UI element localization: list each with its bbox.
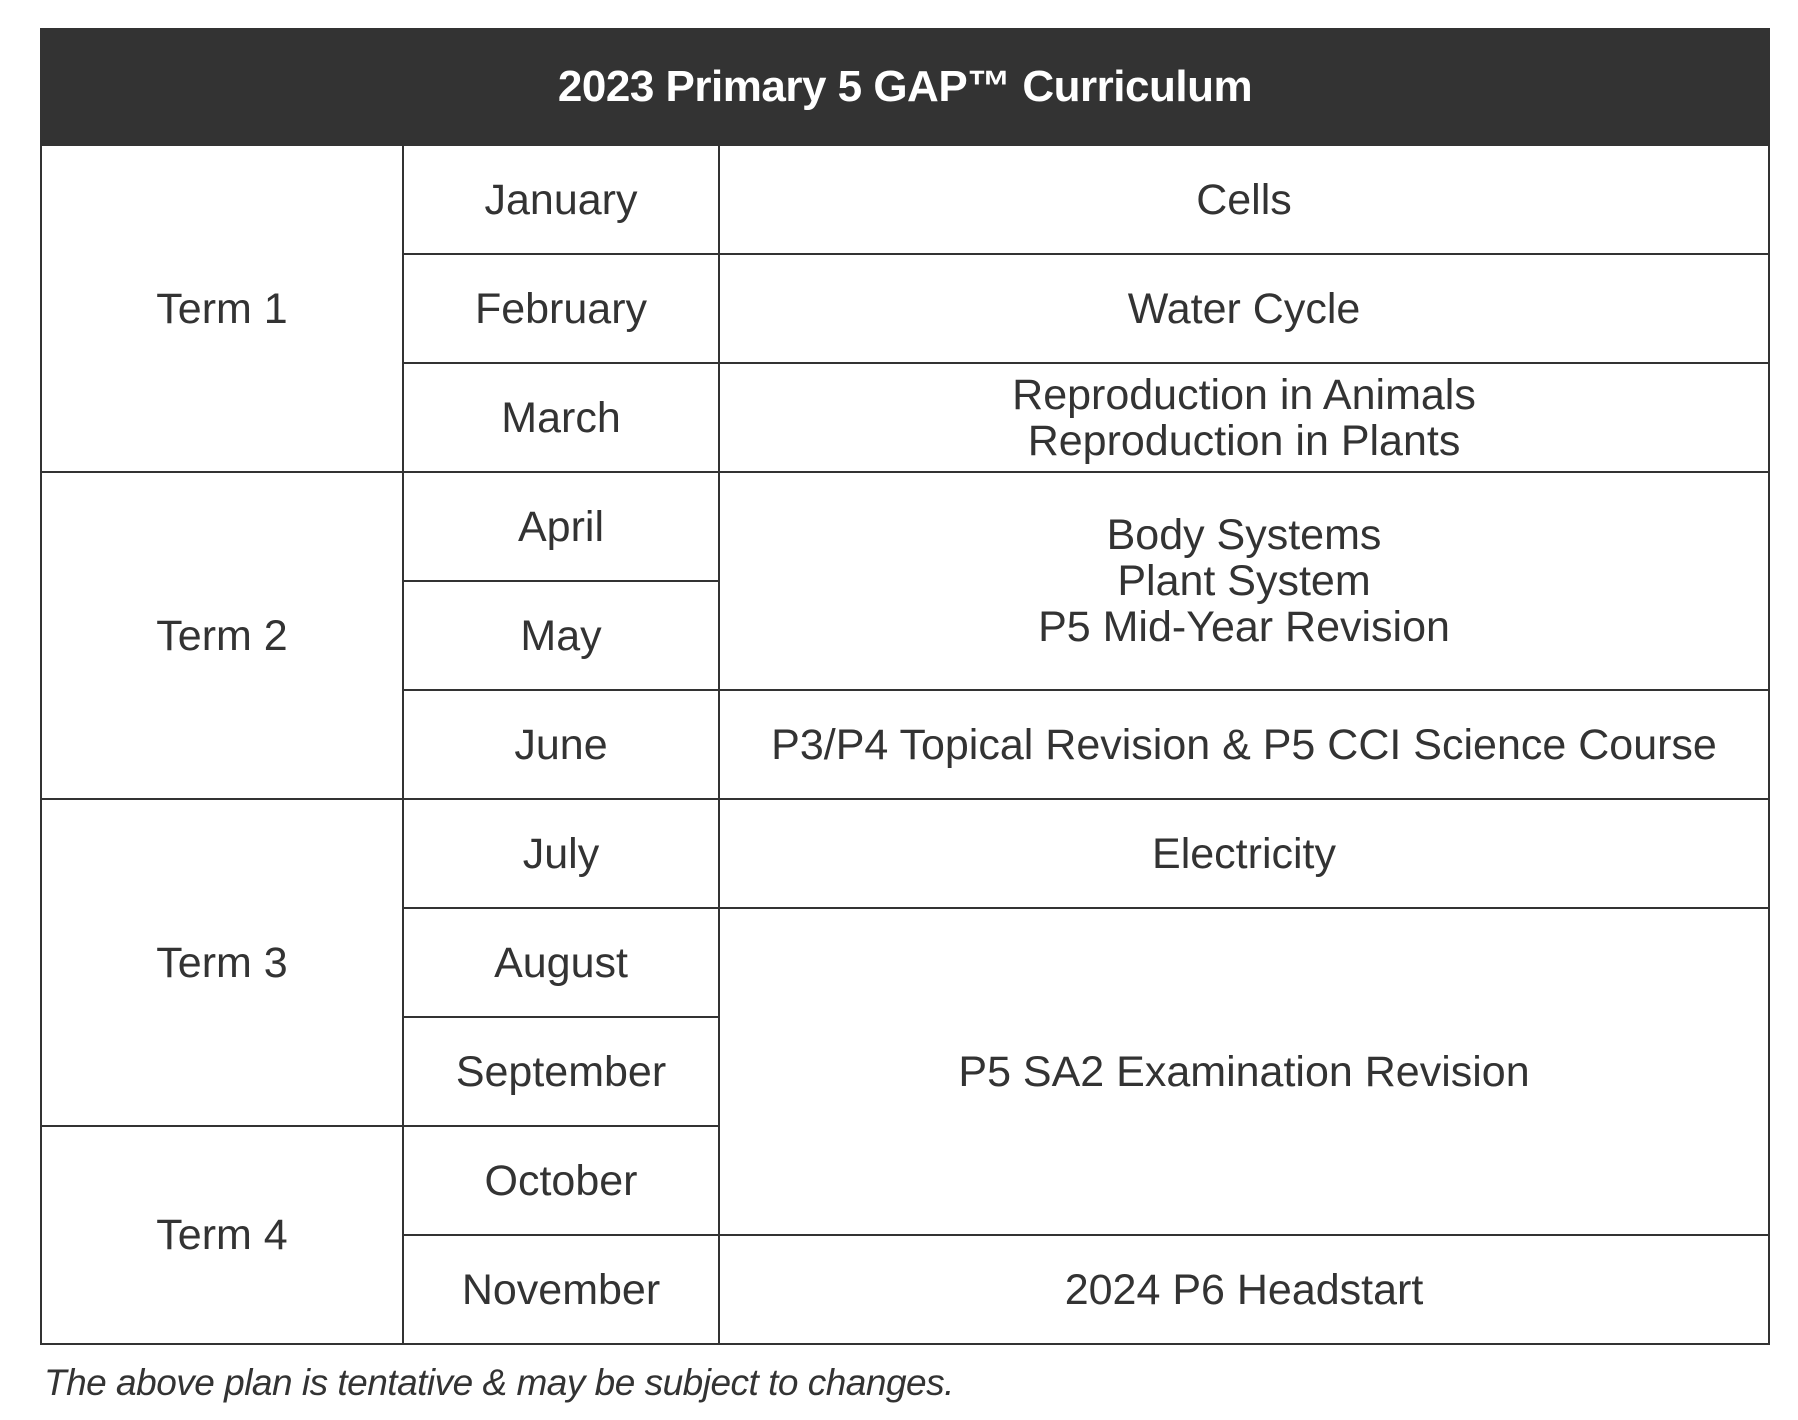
table-row <box>41 799 1769 908</box>
curriculum-table <box>40 28 1770 1345</box>
topic-line: P5 Mid-Year Revision <box>1038 603 1450 651</box>
month-cell: February <box>403 254 719 363</box>
topic-line: Electricity <box>1152 829 1336 878</box>
month-cell: May <box>403 581 719 690</box>
term-cell: Term 4 <box>41 1126 403 1344</box>
month-cell: July <box>403 799 719 908</box>
topic-line: P5 SA2 Examination Revision <box>958 1047 1530 1096</box>
topic-cell <box>719 908 1769 1235</box>
topic-cell <box>719 363 1769 472</box>
month-cell: November <box>403 1235 719 1344</box>
topic-line: Plant System <box>1117 557 1371 605</box>
table-row <box>41 145 1769 254</box>
topic-line: P3/P4 Topical Revision & P5 CCI Science Course <box>771 720 1717 769</box>
table-title: 2023 Primary 5 GAP™ Curriculum <box>41 29 1769 145</box>
footnote: The above plan is tentative & may be subject to changes. <box>44 1362 954 1403</box>
topic-cell <box>719 472 1769 690</box>
topic-cell <box>719 1235 1769 1344</box>
month-cell: August <box>403 908 719 1017</box>
table-row <box>41 472 1769 581</box>
topic-cell <box>719 254 1769 363</box>
month-cell: June <box>403 690 719 799</box>
topic-cell <box>719 690 1769 799</box>
topic-line: Water Cycle <box>1127 284 1361 333</box>
curriculum-sheet <box>40 28 1768 1403</box>
month-cell: October <box>403 1126 719 1235</box>
term-cell: Term 2 <box>41 472 403 799</box>
topic-cell <box>719 799 1769 908</box>
month-cell: April <box>403 472 719 581</box>
month-cell: September <box>403 1017 719 1126</box>
month-cell: January <box>403 145 719 254</box>
topic-line: Cells <box>1196 175 1292 224</box>
topic-line: 2024 P6 Headstart <box>1064 1265 1424 1314</box>
term-cell: Term 1 <box>41 145 403 472</box>
term-cell: Term 3 <box>41 799 403 1126</box>
topic-cell <box>719 145 1769 254</box>
topic-line: Reproduction in Plants <box>1027 416 1461 465</box>
month-cell: March <box>403 363 719 472</box>
title-row <box>41 29 1769 145</box>
topic-line: Reproduction in Animals <box>1012 370 1476 419</box>
topic-line: Body Systems <box>1106 511 1382 559</box>
